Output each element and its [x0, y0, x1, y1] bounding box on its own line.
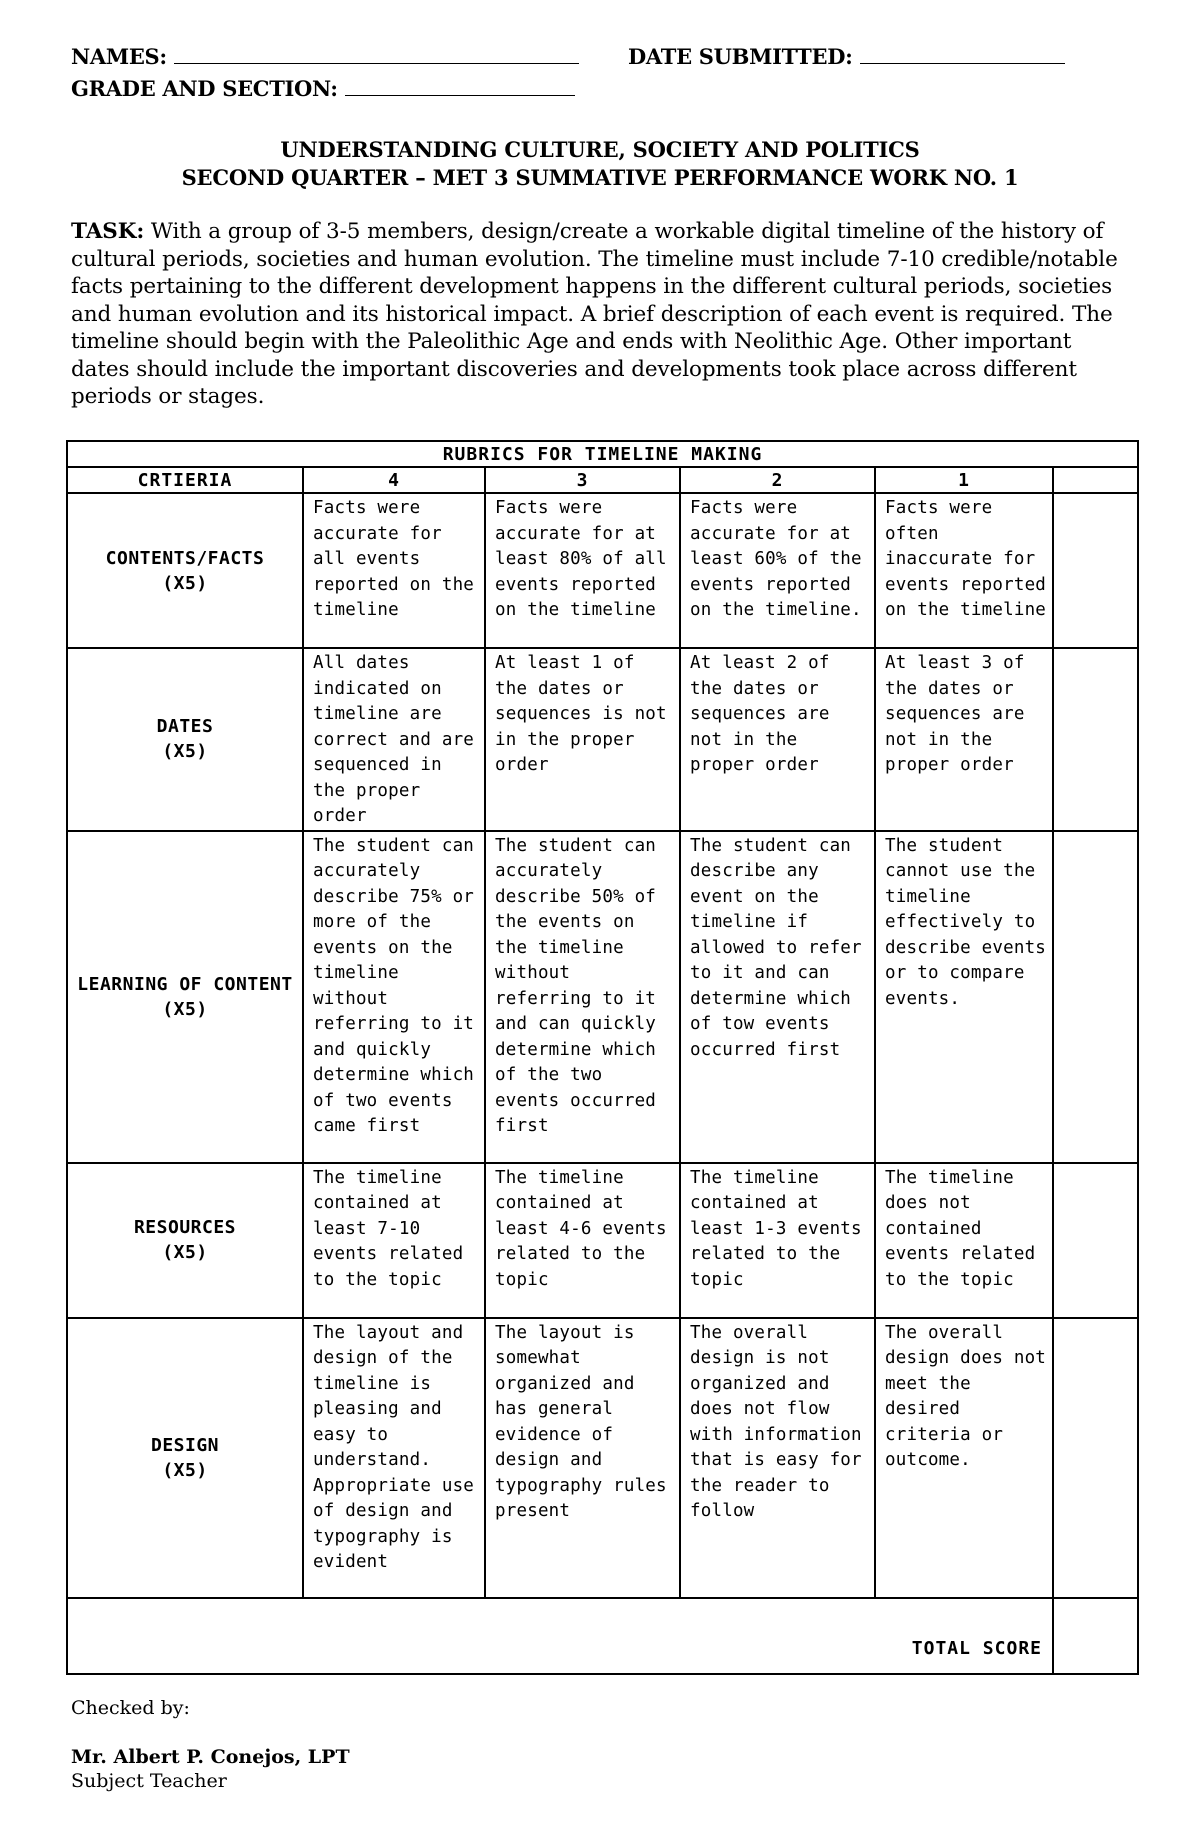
header-score-3: 3	[485, 467, 680, 493]
criterion-cell	[67, 831, 303, 1163]
score-1-descriptor: The timeline does not contained events related to the topic	[875, 1163, 1053, 1318]
criterion-name: DATES	[156, 716, 214, 738]
score-2-descriptor: The timeline contained at least 1-3 events related to the topic	[680, 1163, 875, 1318]
criterion-name: RESOURCES	[133, 1217, 237, 1238]
score-3-descriptor: At least 1 of the dates or sequences is not in the proper order	[485, 648, 680, 831]
table-row	[67, 831, 1138, 1163]
score-input-cell[interactable]	[1053, 648, 1138, 831]
date-submitted-label: DATE SUBMITTED:	[628, 44, 853, 69]
date-submitted-blank[interactable]	[860, 62, 1065, 64]
grade-section-label: GRADE AND SECTION:	[71, 76, 338, 101]
score-1-descriptor: The student cannot use the timeline effectively to describe events or to compare events.	[875, 831, 1053, 1163]
teacher-title: Subject Teacher	[71, 1770, 227, 1792]
rubric-table	[66, 440, 1139, 1675]
task-label: TASK:	[71, 219, 145, 244]
score-4-descriptor: The student can accurately describe 75% or more of the events on the timeline without referring to it and quickly determine which of two events came first	[303, 831, 485, 1163]
header-score-4: 4	[303, 467, 485, 493]
criterion-weight: (X5)	[162, 1459, 208, 1481]
score-2-descriptor: Facts were accurate for at least 60% of the events reported on the timeline.	[680, 493, 875, 648]
criterion-weight: (X5)	[162, 572, 208, 594]
checked-by-label: Checked by:	[71, 1697, 190, 1719]
criterion-cell	[67, 1163, 303, 1318]
score-2-descriptor: The overall design is not organized and does not flow with information that is easy for the reader to follow	[680, 1318, 875, 1598]
rubric-title: RUBRICS FOR TIMELINE MAKING	[67, 441, 1138, 467]
score-4-descriptor: The timeline contained at least 7-10 events related to the topic	[303, 1163, 485, 1318]
task-text: With a group of 3-5 members, design/create a workable digital timeline of the history of cultural periods, societies and human evolution. The timeline must include 7-10 credible/notable facts pertaining to the different development happens in the different cultural periods, societies and human evolution and its historical impact. A brief description of each event is required. The timeline should begin with the Paleolithic Age and ends with Neolithic Age. Other important dates should include the important discoveries and developments took place across different periods or stages.	[71, 219, 1118, 409]
score-1-descriptor: Facts were often inaccurate for events reported on the timeline	[875, 493, 1053, 648]
task-paragraph	[71, 218, 1131, 411]
score-3-descriptor: Facts were accurate for at least 80% of all events reported on the timeline	[485, 493, 680, 648]
total-score-label: TOTAL SCORE	[67, 1598, 1053, 1674]
total-score-input[interactable]	[1053, 1598, 1138, 1674]
score-3-descriptor: The layout is somewhat organized and has general evidence of design and typography rules present	[485, 1318, 680, 1598]
table-row	[67, 493, 1138, 648]
names-label: NAMES:	[71, 44, 167, 69]
total-row	[67, 1598, 1138, 1674]
score-1-descriptor: The overall design does not meet the desired criteria or outcome.	[875, 1318, 1053, 1598]
score-input-cell[interactable]	[1053, 831, 1138, 1163]
date-submitted-field	[628, 44, 1065, 69]
criterion-weight: (X5)	[162, 741, 208, 763]
criterion-cell	[67, 493, 303, 648]
score-2-descriptor: The student can describe any event on the timeline if allowed to refer to it and can determine which of tow events occurred first	[680, 831, 875, 1163]
table-row	[67, 1318, 1138, 1598]
score-4-descriptor: Facts were accurate for all events reported on the timeline	[303, 493, 485, 648]
score-4-descriptor: The layout and design of the timeline is pleasing and easy to understand. Appropriate use of design and typography is evident	[303, 1318, 485, 1598]
score-2-descriptor: At least 2 of the dates or sequences are not in the proper order	[680, 648, 875, 831]
grade-section-blank[interactable]	[345, 94, 575, 96]
criterion-name: LEARNING OF CONTENT	[77, 973, 293, 995]
score-1-descriptor: At least 3 of the dates or sequences are not in the proper order	[875, 648, 1053, 831]
criterion-name: CONTENTS/FACTS	[105, 547, 265, 569]
criterion-weight: (X5)	[162, 1242, 208, 1263]
teacher-name: Mr. Albert P. Conejos, LPT	[71, 1746, 350, 1768]
table-row	[67, 648, 1138, 831]
score-3-descriptor: The student can accurately describe 50% of the events on the timeline without referring to it and can quickly determine which of the two events occurred first	[485, 831, 680, 1163]
criterion-cell	[67, 1318, 303, 1598]
criterion-cell	[67, 648, 303, 831]
table-row	[67, 1163, 1138, 1318]
score-input-cell[interactable]	[1053, 1163, 1138, 1318]
score-4-descriptor: All dates indicated on timeline are correct and are sequenced in the proper order	[303, 648, 485, 831]
header-criteria: CRTIERIA	[67, 467, 303, 493]
names-blank[interactable]	[174, 62, 579, 64]
document-title: UNDERSTANDING CULTURE, SOCIETY AND POLITICS	[280, 137, 920, 162]
score-input-cell[interactable]	[1053, 493, 1138, 648]
criterion-weight: (X5)	[162, 998, 208, 1020]
header-score-2: 2	[680, 467, 875, 493]
header-score-1: 1	[875, 467, 1053, 493]
rubric-header-row	[67, 467, 1138, 493]
grade-section-field	[71, 76, 575, 101]
score-3-descriptor: The timeline contained at least 4-6 events related to the topic	[485, 1163, 680, 1318]
criterion-name: DESIGN	[150, 1434, 220, 1456]
document-subtitle: SECOND QUARTER – MET 3 SUMMATIVE PERFORMANCE WORK NO. 1	[181, 165, 1019, 190]
header-score-blank	[1053, 467, 1138, 493]
score-input-cell[interactable]	[1053, 1318, 1138, 1598]
names-field	[71, 44, 579, 69]
